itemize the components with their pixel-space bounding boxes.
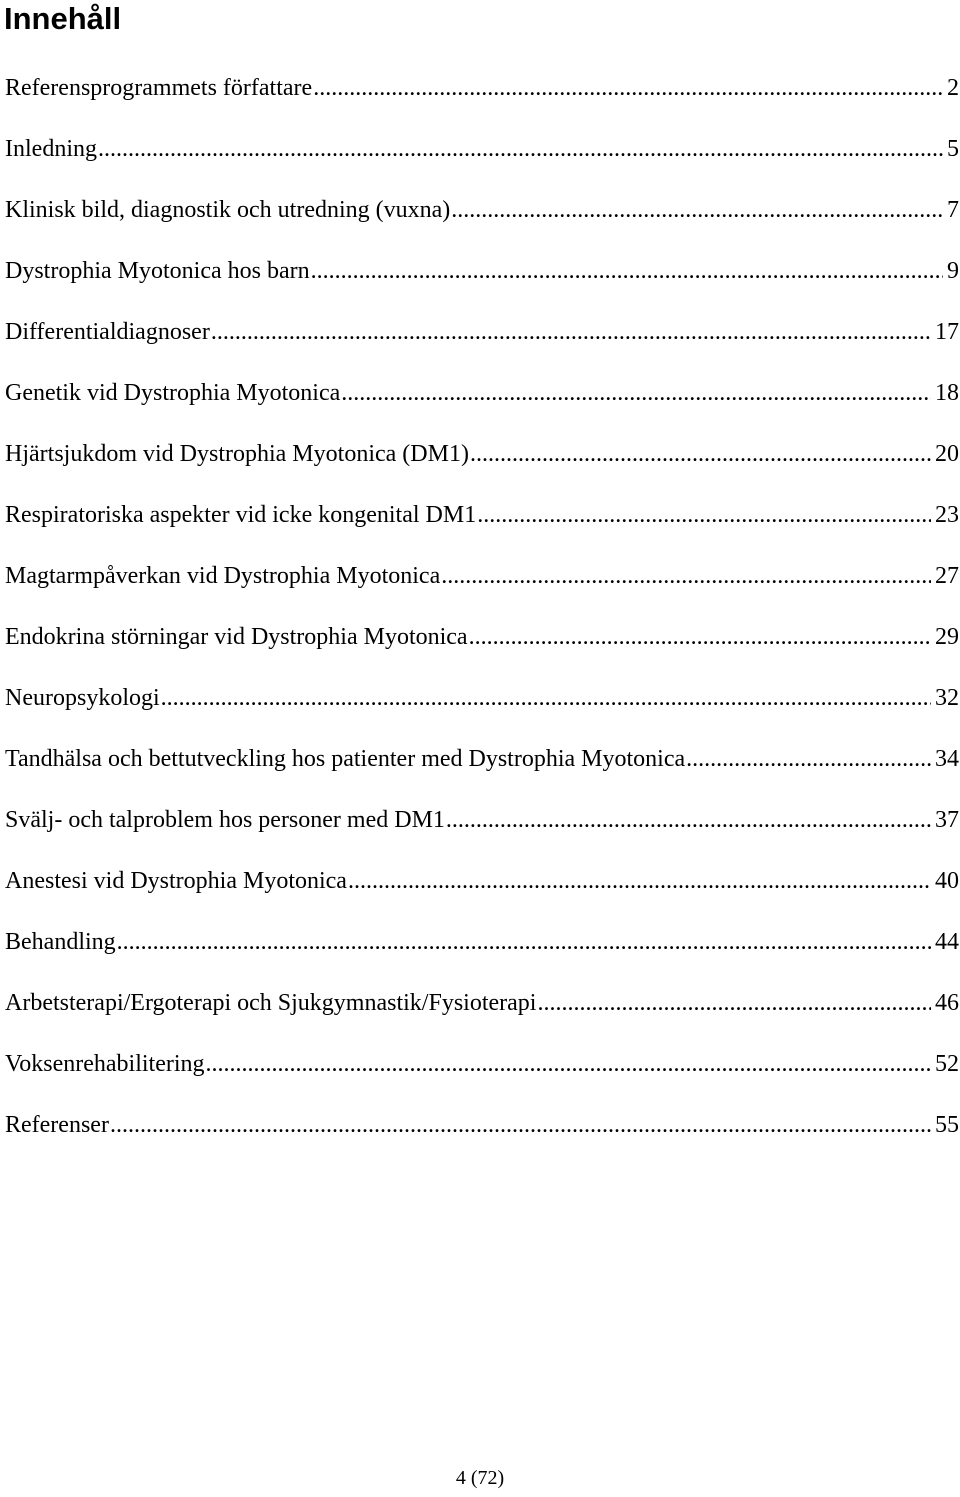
toc-dot-leader [110,1107,931,1143]
toc-entry[interactable] [5,558,959,619]
toc-entry[interactable] [5,863,959,924]
toc-entry[interactable] [5,436,959,497]
toc-entry[interactable] [5,375,959,436]
toc-entry[interactable] [5,924,959,985]
toc-entry-title: Respiratoriska aspekter vid icke kongenital DM1 [5,502,477,528]
toc-entry-page: 32 [935,685,959,711]
toc-dot-leader [469,619,931,655]
toc-entry[interactable] [5,314,959,375]
toc-entry-page: 37 [935,807,959,833]
toc-dot-leader [211,314,931,350]
toc-entry-title: Referenser [5,1112,109,1138]
table-of-contents [5,70,959,1168]
toc-dot-leader [537,985,931,1021]
toc-entry-title: Referensprogrammets författare [5,75,313,101]
toc-entry-page: 9 [947,258,959,284]
toc-dot-leader [311,253,943,289]
toc-entry[interactable] [5,741,959,802]
toc-entry-title: Tandhälsa och bettutveckling hos patienter med Dystrophia Myotonica [5,746,686,772]
toc-entry-page: 44 [935,929,959,955]
toc-entry-page: 20 [935,441,959,467]
toc-entry[interactable] [5,497,959,558]
page-number-footer: 4 (72) [455,1467,505,1489]
toc-dot-leader [161,680,931,716]
toc-dot-leader [341,375,931,411]
toc-dot-leader [686,741,931,777]
toc-entry[interactable] [5,70,959,131]
toc-dot-leader [446,802,931,838]
toc-entry-title: Anestesi vid Dystrophia Myotonica [5,868,347,894]
toc-entry-page: 29 [935,624,959,650]
toc-dot-leader [117,924,931,960]
toc-entry[interactable] [5,619,959,680]
toc-entry-title: Hjärtsjukdom vid Dystrophia Myotonica (DM1) [5,441,469,467]
toc-entry[interactable] [5,1107,959,1168]
toc-entry-title: Differentialdiagnoser [5,319,210,345]
toc-entry-page: 5 [947,136,959,162]
toc-entry[interactable] [5,802,959,863]
toc-entry-title: Klinisk bild, diagnostik och utredning (vuxna) [5,197,451,223]
page-title: Innehåll [4,1,122,36]
toc-entry-page: 55 [935,1112,959,1138]
toc-entry[interactable] [5,192,959,253]
toc-entry-page: 27 [935,563,959,589]
toc-entry-page: 52 [935,1051,959,1077]
toc-entry-title: Endokrina störningar vid Dystrophia Myotonica [5,624,468,650]
toc-entry-page: 40 [935,868,959,894]
toc-entry-page: 17 [935,319,959,345]
toc-dot-leader [313,70,943,106]
toc-dot-leader [477,497,931,533]
toc-dot-leader [441,558,931,594]
toc-entry[interactable] [5,985,959,1046]
toc-entry[interactable] [5,131,959,192]
toc-entry-page: 18 [935,380,959,406]
toc-entry-page: 2 [947,75,959,101]
toc-entry[interactable] [5,1046,959,1107]
toc-entry-page: 34 [935,746,959,772]
toc-entry-title: Neuropsykologi [5,685,160,711]
toc-entry-page: 46 [935,990,959,1016]
toc-entry-title: Dystrophia Myotonica hos barn [5,258,310,284]
toc-dot-leader [98,131,943,167]
toc-entry[interactable] [5,680,959,741]
toc-dot-leader [470,436,931,472]
toc-dot-leader [451,192,943,228]
toc-entry-page: 7 [947,197,959,223]
toc-entry-page: 23 [935,502,959,528]
toc-dot-leader [348,863,931,899]
toc-entry-title: Svälj- och talproblem hos personer med DM1 [5,807,445,833]
toc-entry-title: Arbetsterapi/Ergoterapi och Sjukgymnastik/Fysioterapi [5,990,537,1016]
toc-entry-title: Magtarmpåverkan vid Dystrophia Myotonica [5,563,441,589]
toc-entry[interactable] [5,253,959,314]
toc-dot-leader [206,1046,931,1082]
toc-entry-title: Genetik vid Dystrophia Myotonica [5,380,341,406]
toc-entry-title: Inledning [5,136,97,162]
toc-entry-title: Voksenrehabilitering [5,1051,205,1077]
toc-entry-title: Behandling [5,929,116,955]
